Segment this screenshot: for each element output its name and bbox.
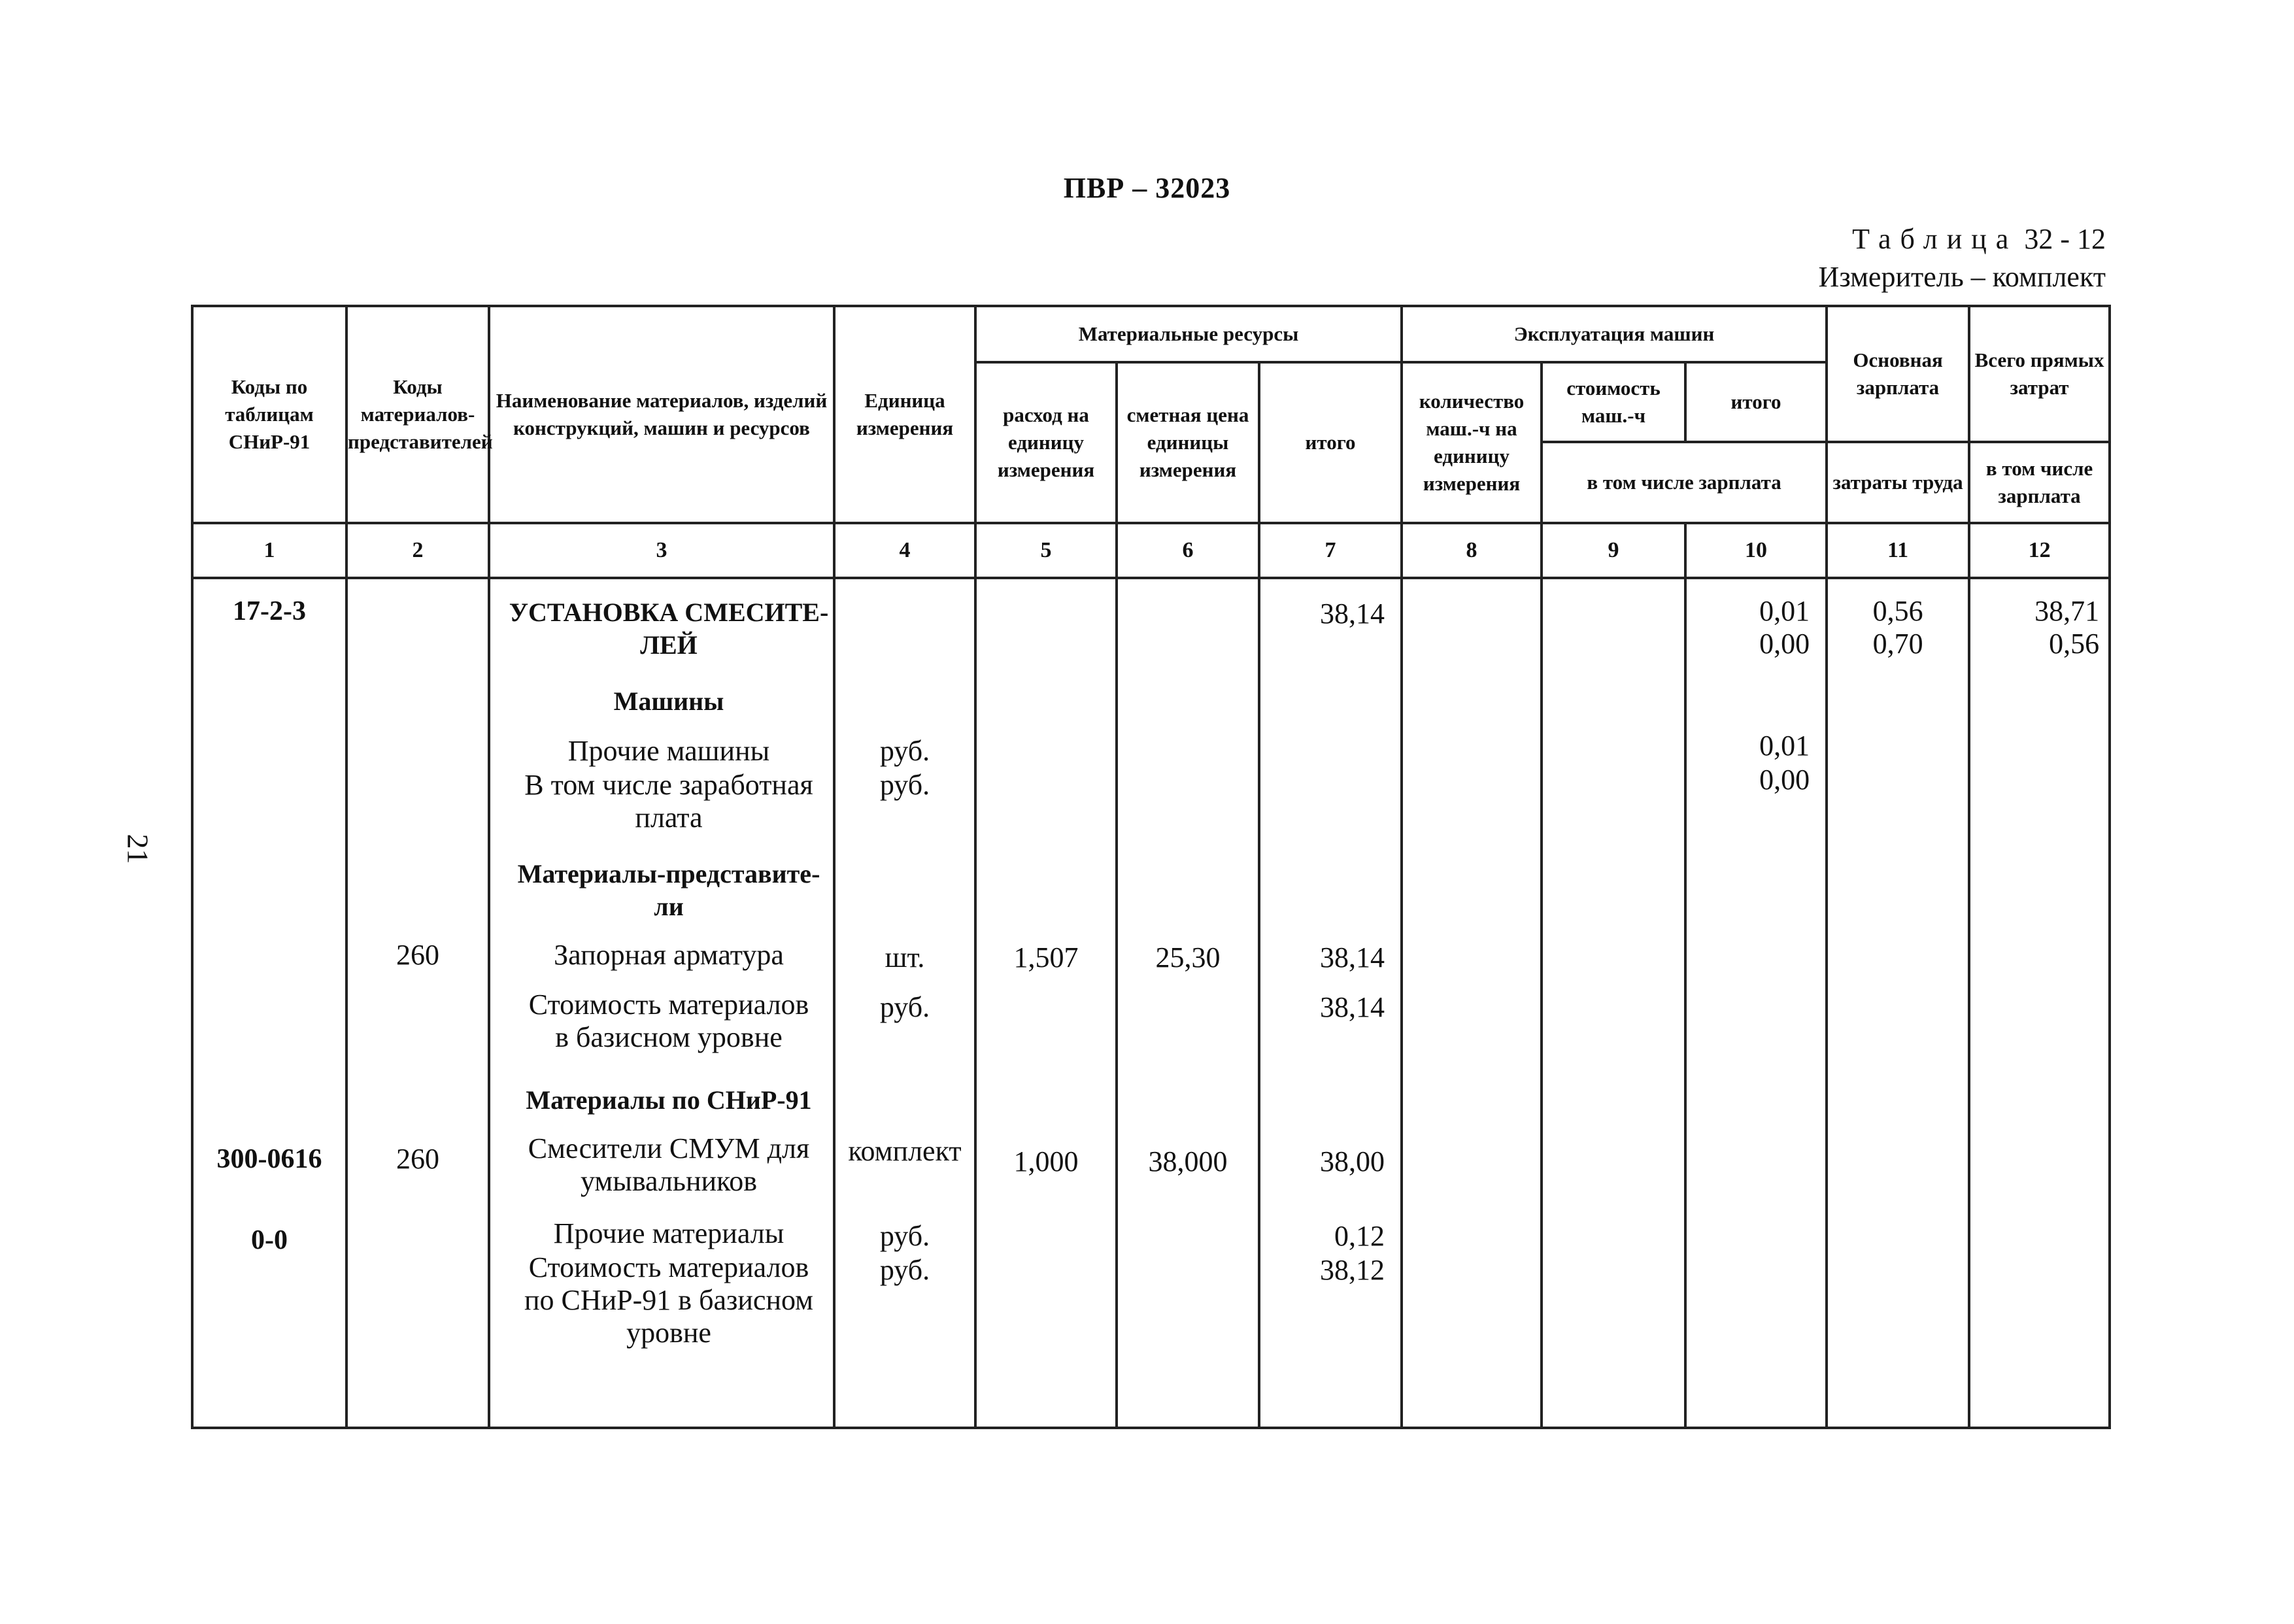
unit-incl-wage: руб.: [879, 769, 930, 801]
heading-snip-materials: Материалы по СНиР-91: [526, 1085, 812, 1115]
total-install: 38,14: [1320, 598, 1385, 630]
column-number: 5: [975, 523, 1117, 578]
header-unit: Единица измерения: [834, 306, 975, 523]
header-consumption: расход на единицу измерения: [975, 362, 1117, 523]
price-table: [191, 305, 2111, 1429]
header-machine-hours: количество маш.-ч на единицу измерения: [1402, 362, 1542, 523]
consumption-mixers: 1,000: [1013, 1145, 1079, 1177]
total-other-materials: 0,12: [1334, 1220, 1385, 1252]
header-total-direct: Всего прямых затрат: [1969, 306, 2110, 442]
heading-machines: Машины: [613, 686, 724, 716]
column-number: 9: [1542, 523, 1685, 578]
column-number: 7: [1259, 523, 1402, 578]
name-install: УСТАНОВКА СМЕСИТЕ- ЛЕЙ: [509, 598, 829, 660]
name-other-machines: Прочие машины: [567, 735, 770, 767]
header-total: итого: [1259, 362, 1402, 523]
name-valves: Запорная арматура: [554, 939, 784, 971]
unit-other-machines: руб.: [879, 735, 930, 767]
machine-total-other-machines: 0,01: [1759, 730, 1810, 762]
header-codes-snip: Коды по таблицам СНиР-91: [192, 306, 346, 523]
table-number: 32 - 12: [2024, 223, 2106, 255]
column-number: 4: [834, 523, 975, 578]
total-valves: 38,14: [1320, 941, 1385, 973]
column-number: 12: [1969, 523, 2110, 578]
name-mixers: Смесители СМУМ для умывальников: [528, 1132, 810, 1197]
header-machine-total: итого: [1685, 362, 1827, 442]
code-install: 17-2-3: [233, 596, 306, 626]
header-estimated-price: сметная цена единицы измерения: [1117, 362, 1259, 523]
header-material-resources: Материальные ресурсы: [975, 306, 1402, 362]
column-number: 10: [1685, 523, 1827, 578]
table-word: Таблица: [1852, 223, 2018, 255]
unit-valves: шт.: [885, 941, 925, 973]
total-material-cost-snip: 38,12: [1320, 1254, 1385, 1286]
name-incl-wage: В том числе заработная плата: [524, 769, 813, 834]
column-number: 6: [1117, 523, 1259, 578]
column-number: 1: [192, 523, 346, 578]
name-material-cost-snip: Стоимость материалов по СНиР-91 в базисном уровне: [524, 1251, 814, 1349]
header-name: Наименование материалов, изделий конструкций, машин и ресурсов: [489, 306, 834, 523]
header-incl-salary: в том числе зарплата: [1542, 442, 1827, 523]
code-other-materials: 0-0: [251, 1225, 288, 1255]
header-labor: затраты труда: [1827, 442, 1969, 523]
total-material-cost-base: 38,14: [1320, 991, 1385, 1023]
code-mixers: 300-0616: [216, 1144, 322, 1174]
total-direct-install: 38,71 0,56: [2034, 595, 2100, 660]
column-number: 11: [1827, 523, 1969, 578]
page-number: 21: [121, 834, 155, 864]
name-other-materials: Прочие материалы: [553, 1217, 784, 1249]
code-material-valves: 260: [396, 939, 439, 971]
total-mixers: 38,00: [1320, 1145, 1385, 1177]
column-number: 2: [346, 523, 489, 578]
header-total-incl-salary: в том числе зарплата: [1969, 442, 2110, 523]
measure-label: Измеритель – комплект: [1818, 261, 2106, 293]
consumption-valves: 1,507: [1013, 941, 1079, 973]
header-codes-materials: Коды материалов-представителей: [346, 306, 489, 523]
unit-mixers: комплект: [848, 1135, 962, 1167]
header-machine-cost: стоимость маш.-ч: [1542, 362, 1685, 442]
unit-other-materials: руб.: [879, 1220, 930, 1252]
code-material-mixers: 260: [396, 1143, 439, 1175]
unit-material-cost-base: руб.: [879, 991, 930, 1023]
table-label: [1852, 222, 2106, 256]
price-valves: 25,30: [1155, 941, 1221, 973]
base-salary-install: 0,56 0,70: [1872, 595, 1923, 660]
price-mixers: 38,000: [1148, 1145, 1228, 1177]
heading-representatives: Материалы-представите- ли: [517, 859, 820, 921]
document-title: ПВР – 32023: [1063, 172, 1231, 204]
column-number: 8: [1402, 523, 1542, 578]
header-base-salary: Основная зарплата: [1827, 306, 1969, 442]
column-number: 3: [489, 523, 834, 578]
unit-material-cost-snip: руб.: [879, 1254, 930, 1286]
name-material-cost-base: Стоимость материалов в базисном уровне: [528, 989, 809, 1053]
header-machine-operation: Эксплуатация машин: [1402, 306, 1827, 362]
machine-total-install: 0,01 0,00: [1759, 595, 1810, 660]
machine-total-incl-wage: 0,00: [1759, 764, 1810, 796]
